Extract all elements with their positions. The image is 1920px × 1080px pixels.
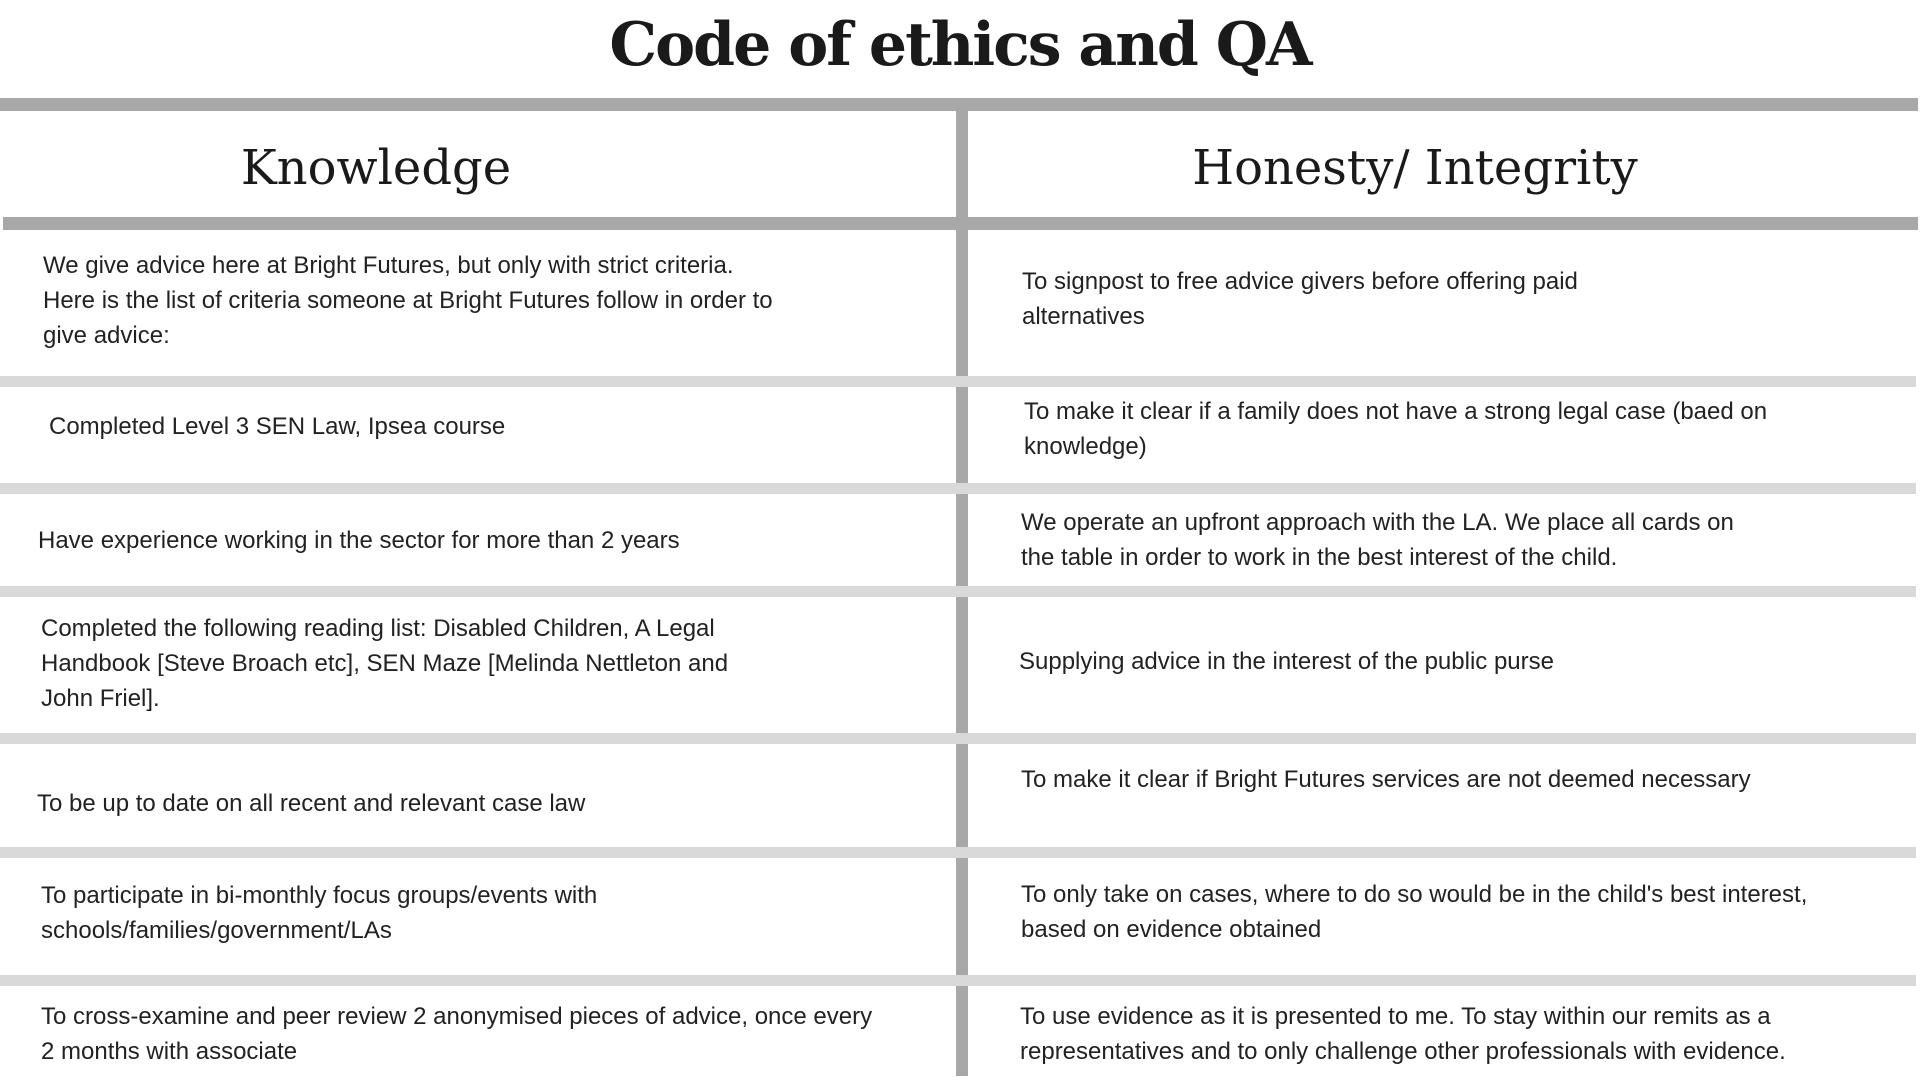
page-title: Code of ethics and QA (609, 10, 1311, 80)
knowledge-cell: Completed Level 3 SEN Law, Ipsea course (49, 413, 506, 440)
integrity-cell: To make it clear if a family does not have a strong legal case (baed on knowledge) (1024, 398, 1768, 460)
knowledge-column-header: Knowledge (240, 140, 512, 196)
knowledge-cell: We give advice here at Bright Futures, but only with strict criteria. Here is the list of criteria someone at Bright Futures follow in order to give advice: (43, 252, 773, 349)
row-divider (0, 975, 1916, 986)
row-divider (0, 376, 1916, 387)
row-divider (0, 733, 1916, 744)
knowledge-cell: To be up to date on all recent and relevant case law (37, 790, 586, 817)
integrity-cell: We operate an upfront approach with the LA. We place all cards on the table in order to work in the best interest of the child. (1021, 509, 1734, 571)
row-divider (0, 847, 1916, 858)
knowledge-cell: To cross-examine and peer review 2 anonymised pieces of advice, once every 2 months with associate (41, 1003, 873, 1065)
integrity-cell: To use evidence as it is presented to me. To stay within our remits as a representatives and to only challenge other professionals with evidence. (1020, 1003, 1786, 1065)
integrity-column-header: Honesty/ Integrity (1192, 140, 1638, 196)
integrity-cell: To signpost to free advice givers before offering paid alternatives (1022, 268, 1578, 330)
integrity-cell: Supplying advice in the interest of the public purse (1019, 648, 1554, 675)
knowledge-cell: To participate in bi-monthly focus groups/events with schools/families/government/LAs (41, 882, 598, 944)
knowledge-cell: Have experience working in the sector for more than 2 years (38, 527, 680, 554)
integrity-cell: To make it clear if Bright Futures services are not deemed necessary (1021, 766, 1751, 793)
row-divider (0, 586, 1916, 597)
knowledge-cell: Completed the following reading list: Disabled Children, A Legal Handbook [Steve Broach etc], SEN Maze [Melinda Nettleton and John Friel]. (41, 615, 729, 712)
header-divider (3, 217, 1918, 230)
row-divider (0, 483, 1916, 494)
integrity-cell: To only take on cases, where to do so would be in the child's best interest, based on evidence obtained (1021, 881, 1808, 943)
top-divider (0, 98, 1918, 111)
